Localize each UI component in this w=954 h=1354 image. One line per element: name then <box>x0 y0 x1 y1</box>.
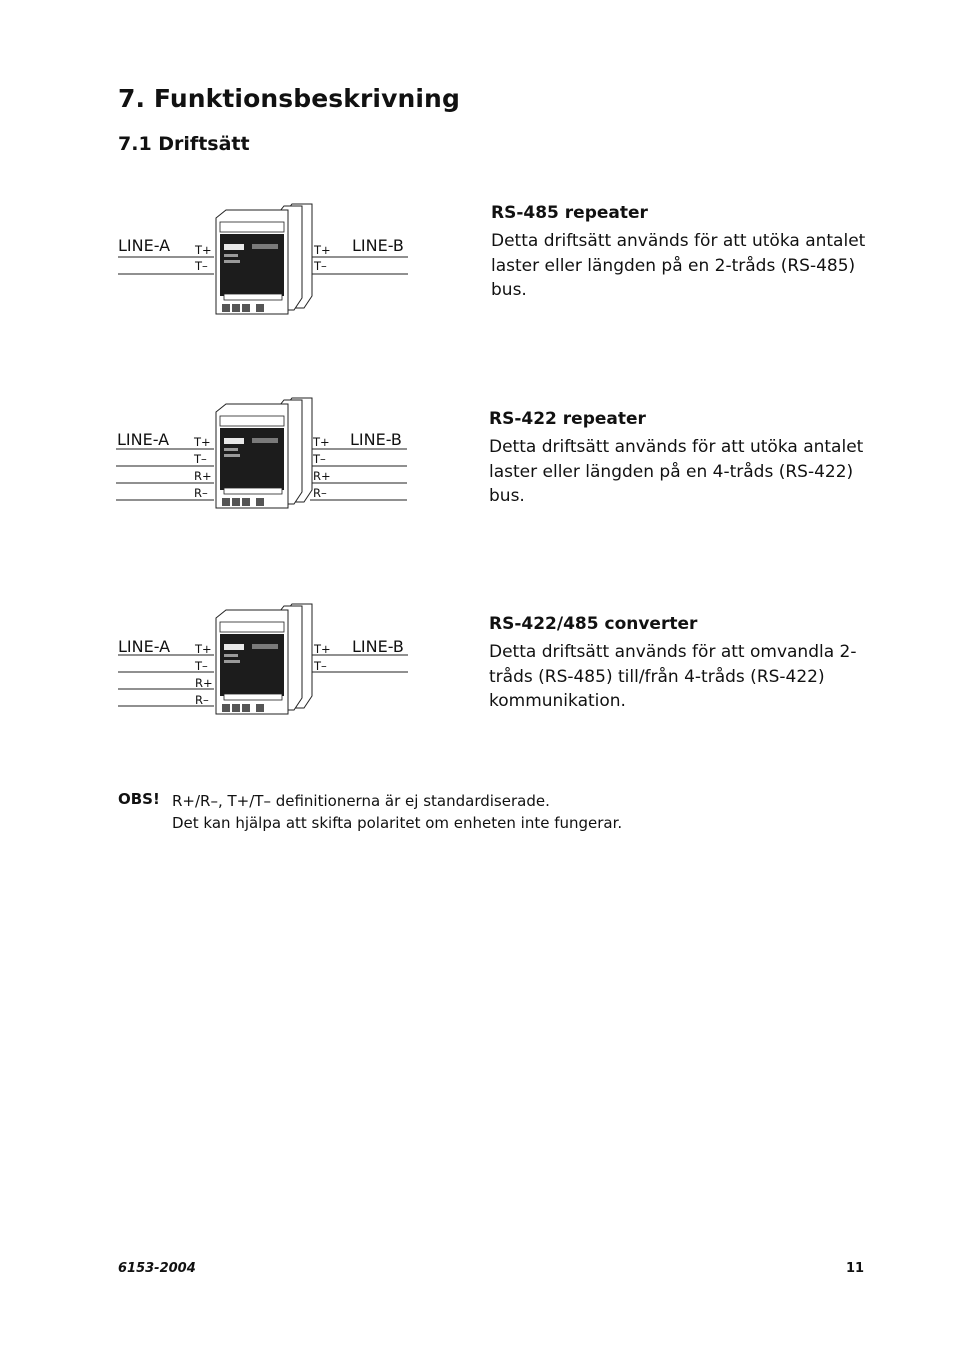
terminal-label: T+ <box>195 243 212 257</box>
terminal-label: R– <box>195 693 209 707</box>
note-label: OBS! <box>118 790 160 808</box>
terminal-label: T+ <box>313 435 330 449</box>
terminal-label: R+ <box>195 676 213 690</box>
terminal-label: T– <box>195 659 208 673</box>
device-module-icon <box>216 604 312 714</box>
terminal-label: R+ <box>194 469 212 483</box>
terminal-label: T– <box>313 452 326 466</box>
doc-number: 6153-2004 <box>118 1261 196 1276</box>
mode-rs422-485-converter-text <box>489 614 864 714</box>
mode-title: RS-422/485 converter <box>489 614 698 634</box>
terminal-label: T+ <box>195 642 212 656</box>
mode-description: Detta driftsätt används för att utöka antalet laster eller längden på en 2-tråds (RS-485) bus. <box>491 231 866 300</box>
terminal-label: R+ <box>313 469 331 483</box>
page-title: 7. Funktionsbeskrivning <box>118 84 460 113</box>
mode-rs485-repeater-text <box>491 203 866 303</box>
page-number: 11 <box>846 1261 865 1276</box>
mode-title: RS-422 repeater <box>489 409 646 429</box>
terminal-label: T– <box>195 259 208 273</box>
terminal-label: T+ <box>314 642 331 656</box>
terminal-label: T+ <box>194 435 211 449</box>
device-module-icon <box>216 204 312 314</box>
note-text <box>172 790 622 834</box>
terminal-label: T– <box>314 659 327 673</box>
mode-rs422-repeater-text <box>489 409 864 509</box>
note-line-1: R+/R–, T+/T– definitionerna är ej standardiserade. <box>172 792 550 810</box>
terminal-label: R– <box>313 486 327 500</box>
terminal-label: T– <box>314 259 327 273</box>
device-module-icon <box>216 398 312 508</box>
line-a-label: LINE-A <box>118 236 171 255</box>
diagram-rs422-485-converter <box>116 598 410 730</box>
note-line-2: Det kan hjälpa att skifta polaritet om enheten inte fungerar. <box>172 814 623 832</box>
line-b-label: LINE-B <box>352 236 404 255</box>
diagram-rs422-repeater <box>116 392 410 524</box>
terminal-label: T+ <box>314 243 331 257</box>
line-a-label: LINE-A <box>118 637 171 656</box>
mode-description: Detta driftsätt används för att utöka antalet laster eller längden på en 4-tråds (RS-422) bus. <box>489 437 864 506</box>
terminal-label: T– <box>194 452 207 466</box>
line-b-label: LINE-B <box>350 430 402 449</box>
section-title: 7.1 Driftsätt <box>118 133 250 155</box>
mode-description: Detta driftsätt används för att omvandla 2-tråds (RS-485) till/från 4-tråds (RS-422) kommunikation. <box>489 642 857 711</box>
line-b-label: LINE-B <box>352 637 404 656</box>
mode-title: RS-485 repeater <box>491 203 648 223</box>
terminal-label: R– <box>194 486 208 500</box>
line-a-label: LINE-A <box>117 430 170 449</box>
diagram-rs485-repeater <box>116 196 410 332</box>
